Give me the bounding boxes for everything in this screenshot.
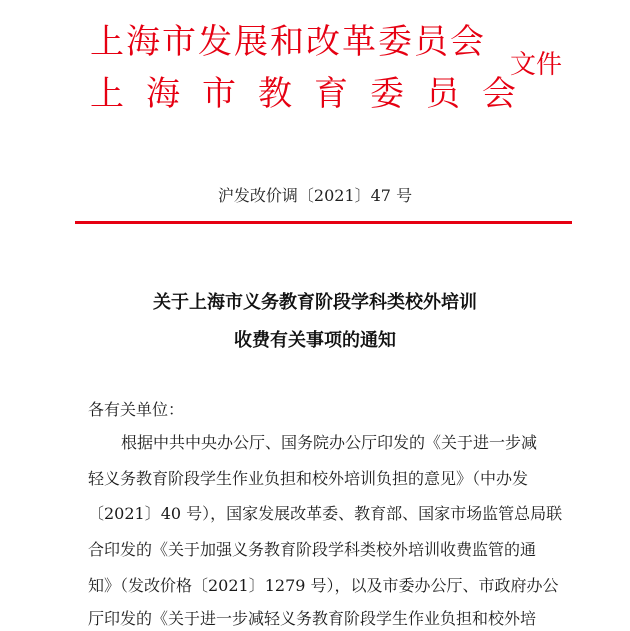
document-header (0, 0, 630, 170)
issuing-org-1: 上海市发展和改革委员会 (90, 22, 486, 62)
salutation: 各有关单位： (88, 400, 185, 419)
document-title-line-1: 关于上海市义务教育阶段学科类校外培训 (153, 292, 477, 313)
body-line: 轻义务教育阶段学生作业负担和校外培训负担的意见》（中办发 (88, 469, 529, 488)
body-line: 厅印发的《关于进一步减轻义务教育阶段学生作业负担和校外培 (88, 609, 537, 628)
body-line: 根据中共中央办公厅、国务院办公厅印发的《关于进一步减 (121, 433, 538, 452)
body-line: 知》（发改价格〔2021〕1279 号），以及市委办公厅、市政府办公 (88, 576, 559, 595)
red-divider (75, 221, 572, 224)
document-title-line-2: 收费有关事项的通知 (234, 330, 396, 351)
issuing-org-2: 上海市教育委员会 (90, 74, 538, 114)
document-suffix: 文件 (510, 50, 563, 80)
body-line: 〔2021〕40 号），国家发展改革委、教育部、国家市场监管总局联 (88, 504, 563, 523)
document-number: 沪发改价调〔2021〕47 号 (217, 186, 413, 205)
body-line: 合印发的《关于加强义务教育阶段学科类校外培训收费监管的通 (88, 540, 537, 559)
